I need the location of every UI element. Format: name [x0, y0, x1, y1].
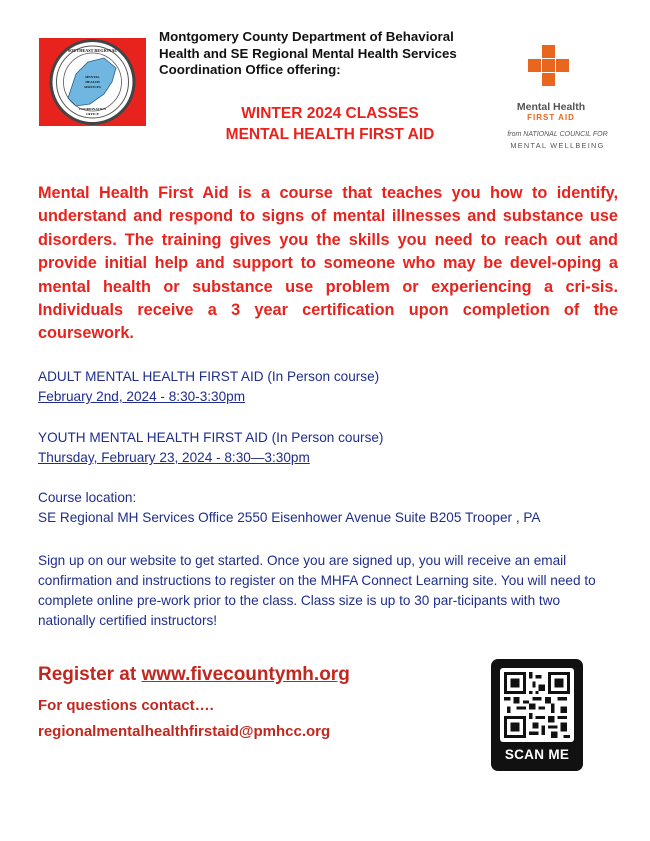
seal-center-text-3: SERVICES	[84, 85, 101, 89]
header-org-line-2: Health and SE Regional Mental Health Services	[159, 45, 457, 61]
contact-email[interactable]: regionalmentalhealthfirstaid@pmhcc.org	[38, 723, 331, 740]
seal-top-text: SOUTHEAST REGIONAL	[67, 48, 118, 53]
youth-course-title: YOUTH MENTAL HEALTH FIRST AID (In Person course)	[38, 430, 384, 445]
mhfa-logo	[505, 45, 620, 155]
course-location	[38, 488, 618, 528]
header-title-line-2: MENTAL HEALTH FIRST AID	[225, 126, 435, 143]
website-link[interactable]: www.fivecountymh.org	[141, 664, 350, 685]
seal-center-text-2: HEALTH	[85, 80, 100, 84]
mhfa-logo-council: MENTAL WELLBEING	[510, 141, 605, 150]
seal-logo	[48, 38, 137, 126]
adult-course-date: February 2nd, 2024 - 8:30-3:30pm	[38, 389, 246, 404]
header-title	[190, 103, 470, 145]
questions-text: For questions contact….	[38, 697, 214, 714]
signup-paragraph: Sign up on our website to get started. Once you are signed up, you will receive an email confirmation and instructions to register on the MHFA Connect Learning site. You will need to complete online pre-work prior to the class. Class size is up to 30 par-ticipants with two nationally certified instructors!	[38, 553, 596, 628]
adult-course	[38, 367, 598, 407]
adult-course-title: ADULT MENTAL HEALTH FIRST AID (In Person course)	[38, 369, 380, 384]
mhfa-logo-from: from NATIONAL COUNCIL FOR	[507, 131, 608, 138]
location-address: SE Regional MH Services Office 2550 Eisenhower Avenue Suite B205 Trooper , PA	[38, 510, 541, 525]
qr-code-icon	[504, 672, 570, 738]
header-org-line-3: Coordination Office offering:	[159, 62, 341, 78]
youth-course	[38, 428, 598, 468]
header-organization	[159, 29, 499, 79]
header-title-line-1: WINTER 2024 CLASSES	[241, 105, 419, 122]
register-prefix: Register at	[38, 664, 142, 685]
seal-bottom-text-2: OFFICE	[86, 112, 99, 116]
mhfa-logo-sub: FIRST AID	[527, 113, 575, 122]
contact-block	[38, 693, 330, 745]
header-org-line-1: Montgomery County Department of Behavioral	[159, 29, 454, 44]
qr-code	[500, 668, 574, 742]
qr-scan-label: SCAN ME	[504, 747, 570, 762]
mhfa-cross-icon	[528, 45, 572, 89]
register-line	[38, 663, 350, 687]
seal-center-text-1: MENTAL	[85, 75, 100, 79]
intro-paragraph: Mental Health First Aid is a course that teaches you how to identify, understand and respond to signs of mental illnesses and substance use disorders. The training gives you the skills you need to reach out and provide initial help and support to someone who may be devel-oping a mental health or substance use problem or experiencing a cri-sis. Individuals receive a 3 year certification upon completion of the coursework.	[38, 184, 618, 343]
youth-course-date: Thursday, February 23, 2024 - 8:30—3:30pm	[38, 450, 310, 465]
mhfa-logo-name: Mental Health	[516, 101, 586, 113]
seal-bottom-text-1: COORDINATION	[78, 107, 107, 111]
location-label: Course location:	[38, 490, 137, 505]
qr-code-box[interactable]	[491, 659, 583, 771]
seal-logo-background	[39, 38, 146, 126]
